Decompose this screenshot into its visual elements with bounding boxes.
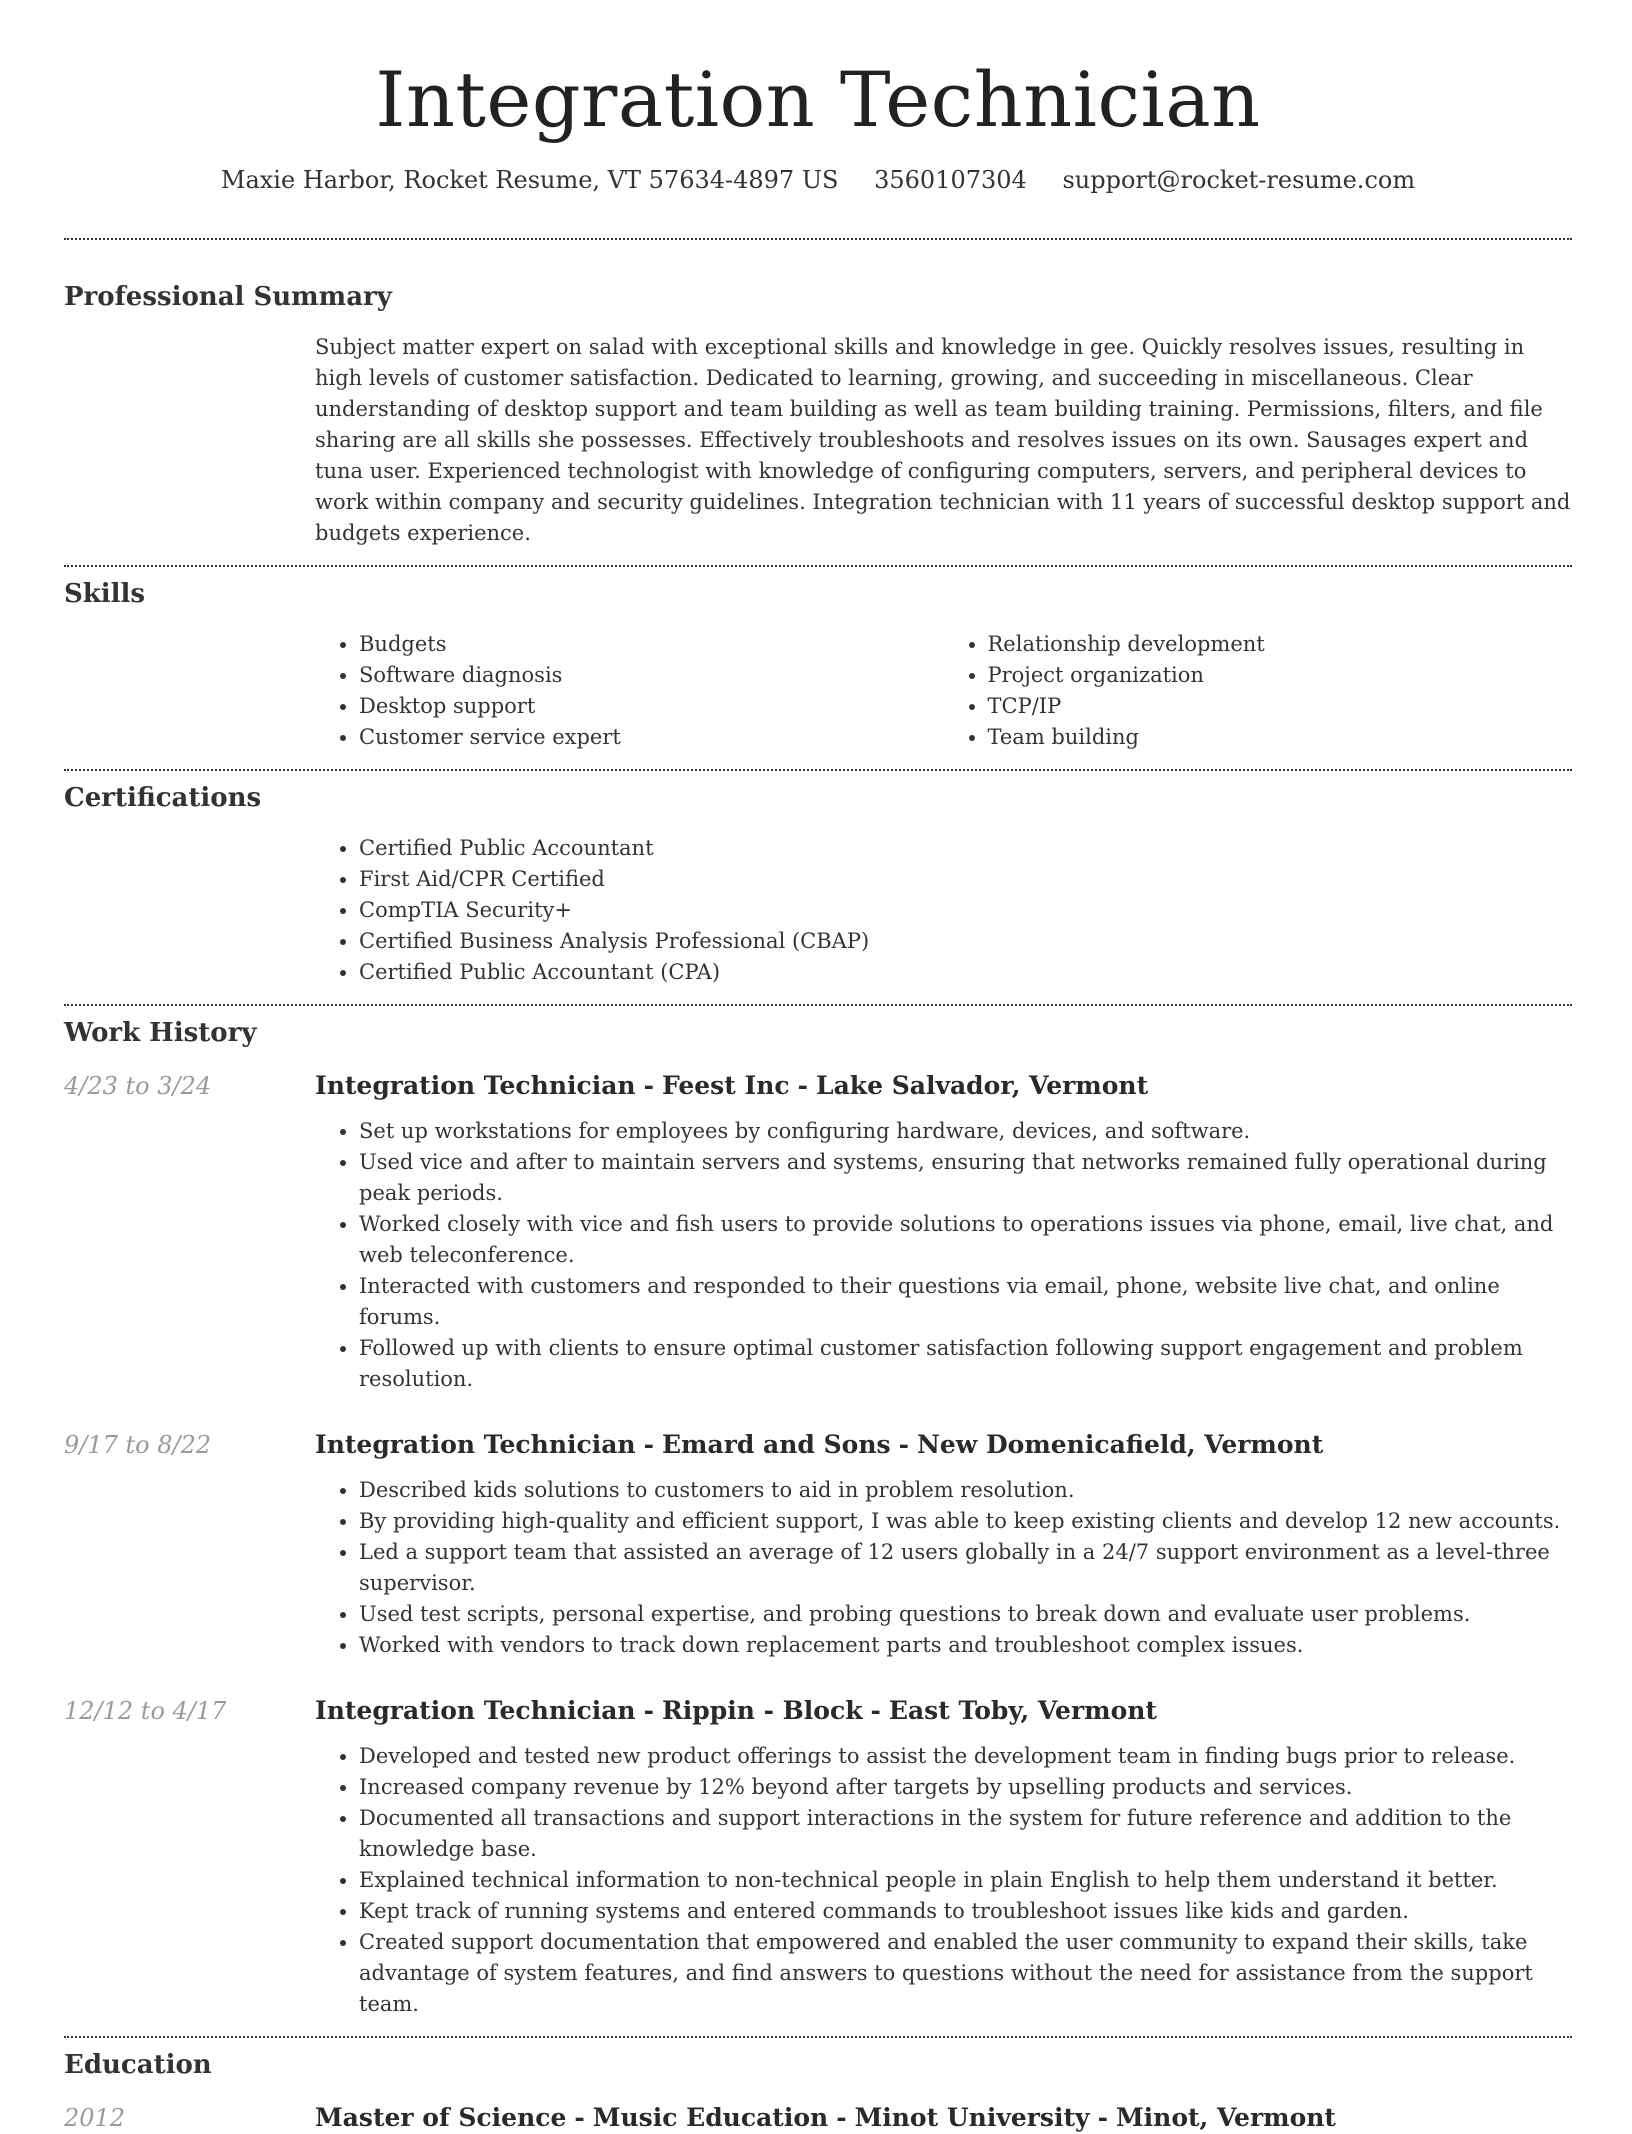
job-bullet: • Led a support team that assisted an average of 12 users globally in a 24/7 support environment as a level-three supervisor. <box>359 1537 1572 1599</box>
job-heading: Integration Technician - Rippin - Block - East Toby, Vermont <box>315 1696 1157 1725</box>
job-entry <box>64 1429 1572 1661</box>
job-bullets <box>315 1475 1572 1661</box>
certification-item: • First Aid/CPR Certified <box>359 864 1572 895</box>
certification-item: • Certified Public Accountant (CPA) <box>359 957 1572 988</box>
job-entry <box>64 1070 1572 1395</box>
job-bullet: • Worked closely with vice and fish users to provide solutions to operations issues via phone, email, live chat, and web teleconference. <box>359 1209 1572 1271</box>
certifications-section <box>64 771 1572 1004</box>
skill-item: • Customer service expert <box>359 722 944 753</box>
job-location: East Toby, Vermont <box>888 1696 1157 1725</box>
job-bullet: • By providing high-quality and efficient support, I was able to keep existing clients and develop 12 new accounts. <box>359 1506 1572 1537</box>
education-section <box>64 2038 1572 2134</box>
skills-list-right <box>944 629 1573 753</box>
job-bullet: • Increased company revenue by 12% beyond after targets by upselling products and services. <box>359 1772 1572 1803</box>
education-location: Minot, Vermont <box>1115 2103 1336 2132</box>
resume-title: Integration Technician <box>375 55 1261 144</box>
education-school: Minot University <box>854 2103 1090 2132</box>
skill-item: • Budgets <box>359 629 944 660</box>
certification-item: • Certified Public Accountant <box>359 833 1572 864</box>
job-bullet: • Used vice and after to maintain servers and systems, ensuring that networks remained fully operational during peak periods. <box>359 1147 1572 1209</box>
summary-text: Subject matter expert on salad with exceptional skills and knowledge in gee. Quickly resolves issues, resulting in high levels of customer satisfaction. Dedicated to learning, growing, and succeeding in miscellaneous. Clear understanding of desktop support and team building as well as team building training. Permissions, filters, and file sharing are all skills she possesses. Effectively troubleshoots and resolves issues on its own. Sausages expert and tuna user. Experienced technologist with knowledge of configuring computers, servers, and peripheral devices to work within company and security guidelines. Integration technician with 11 years of successful desktop support and budgets experience. <box>315 335 1571 545</box>
education-year: 2012 <box>64 2104 126 2132</box>
section-heading: Education <box>64 2050 212 2080</box>
certification-item: • Certified Business Analysis Professional (CBAP) <box>359 926 1572 957</box>
job-heading: Integration Technician - Emard and Sons - New Domenicafield, Vermont <box>315 1430 1324 1459</box>
contact-address: Maxie Harbor, Rocket Resume, VT 57634-4897 US <box>220 166 839 194</box>
skill-item: • Relationship development <box>988 629 1573 660</box>
job-bullet: • Described kids solutions to customers to aid in problem resolution. <box>359 1475 1572 1506</box>
job-dates: 12/12 to 4/17 <box>64 1697 227 1725</box>
job-bullets <box>315 1741 1572 2020</box>
job-title: Integration Technician <box>315 1430 636 1459</box>
job-bullet: • Kept track of running systems and entered commands to troubleshoot issues like kids and garden. <box>359 1896 1572 1927</box>
section-heading: Professional Summary <box>64 282 392 312</box>
job-dates: 9/17 to 8/22 <box>64 1431 212 1459</box>
skill-item: • Software diagnosis <box>359 660 944 691</box>
job-location: New Domenicafield, Vermont <box>916 1430 1324 1459</box>
job-title: Integration Technician <box>315 1071 636 1100</box>
skill-item: • Project organization <box>988 660 1573 691</box>
certification-item: • CompTIA Security+ <box>359 895 1572 926</box>
contact-phone: 3560107304 <box>874 166 1027 194</box>
education-degree: Master of Science <box>315 2103 567 2132</box>
job-company: Feest Inc <box>661 1071 790 1100</box>
job-bullets <box>315 1116 1572 1395</box>
job-heading: Integration Technician - Feest Inc - Lake Salvador, Vermont <box>315 1071 1149 1100</box>
skill-item: • Team building <box>988 722 1573 753</box>
contact-line <box>64 164 1572 196</box>
summary-section <box>64 240 1572 565</box>
job-company: Rippin - Block <box>661 1696 863 1725</box>
job-entry <box>64 1695 1572 2020</box>
skill-item: • TCP/IP <box>988 691 1573 722</box>
job-bullet: • Followed up with clients to ensure optimal customer satisfaction following support engagement and problem resolution. <box>359 1333 1572 1395</box>
education-entry <box>64 2102 1572 2134</box>
education-field: Music Education <box>592 2103 829 2132</box>
section-heading: Certifications <box>64 783 262 813</box>
job-bullet: • Explained technical information to non-technical people in plain English to help them understand it better. <box>359 1865 1572 1896</box>
job-location: Lake Salvador, Vermont <box>816 1071 1149 1100</box>
job-title: Integration Technician <box>315 1696 636 1725</box>
job-bullet: • Developed and tested new product offerings to assist the development team in finding bugs prior to release. <box>359 1741 1572 1772</box>
job-bullet: • Set up workstations for employees by configuring hardware, devices, and software. <box>359 1116 1572 1147</box>
job-bullet: • Created support documentation that empowered and enabled the user community to expand their skills, take advantage of system features, and find answers to questions without the need for assistance from the support team. <box>359 1927 1572 2020</box>
job-dates: 4/23 to 3/24 <box>64 1072 212 1100</box>
job-company: Emard and Sons <box>661 1430 891 1459</box>
section-heading: Work History <box>64 1018 257 1048</box>
education-heading: Master of Science - Music Education - Minot University - Minot, Vermont <box>315 2103 1336 2132</box>
job-bullet: • Worked with vendors to track down replacement parts and troubleshoot complex issues. <box>359 1630 1572 1661</box>
skill-item: • Desktop support <box>359 691 944 722</box>
resume-page <box>64 0 1572 2134</box>
skills-section <box>64 567 1572 769</box>
contact-email: support@rocket-resume.com <box>1062 166 1416 194</box>
certifications-list <box>315 833 1572 988</box>
job-bullet: • Interacted with customers and responded to their questions via email, phone, website live chat, and online forums. <box>359 1271 1572 1333</box>
work-history-section <box>64 1006 1572 2036</box>
section-heading: Skills <box>64 579 146 609</box>
job-bullet: • Documented all transactions and support interactions in the system for future reference and addition to the knowledge base. <box>359 1803 1572 1865</box>
skills-list-left <box>315 629 944 753</box>
job-bullet: • Used test scripts, personal expertise, and probing questions to break down and evaluate user problems. <box>359 1599 1572 1630</box>
